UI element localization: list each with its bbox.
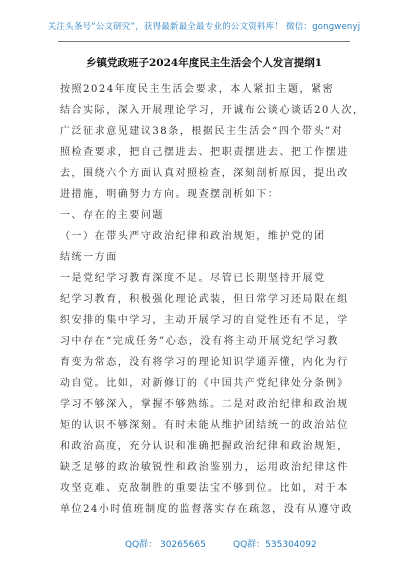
header-promo-note: 关注头条号“公文研究”，获得最新最全最专业的公文资料库！ 微信：gongwenyj [47, 22, 361, 32]
body-line: 和政治高度，充分认识和准确把握政治纪律和政治规矩， [60, 441, 349, 452]
body-line: 缺乏足够的政治敏锐性和政治鉴别力，运用政治纪律这件 [60, 462, 349, 473]
footer-qq-group-1: QQ群： 30265665 [125, 540, 206, 550]
body-line: 一是党纪学习教育深度不足。尽管已长期坚持开展党 [60, 273, 326, 284]
section-heading: 一、存在的主要问题 [60, 210, 164, 221]
body-line: 单位24小时值班制度的监督落实存在疏忽，没有从遵守政 [60, 504, 354, 515]
body-line: 纪学习教育，积极强化理论武装，但日常学习还局限在组 [60, 294, 349, 305]
body-line: 按照2024年度民主生活会要求，本人紧扣主题，紧密 [60, 84, 335, 95]
body-line: 育变为常态，没有将学习的理论知识学通弄懂，内化为行 [60, 357, 349, 368]
body-line: 攻坚克难、克敌制胜的重要法宝不够到位。比如，对于本 [60, 483, 349, 494]
footer-qq-group-2: QQ群：535304092 [233, 540, 317, 550]
header-divider [58, 41, 350, 42]
body-line: 去，围绕六个方面认真对照检查，深刻剖析原因，提出改 [60, 168, 349, 179]
body-line: 结合实际，深入开展理论学习，开诚布公谈心谈话20人次， [60, 105, 365, 116]
body-line: 进措施，明确努力方向。现查摆剖析如下： [60, 189, 280, 200]
body-line: 照检查要求，把自己摆进去、把职责摆进去、把工作摆进 [60, 147, 349, 158]
body-line: 广泛征求意见建议38条，根据民主生活会“四个带头”对 [60, 126, 344, 137]
body-line: 矩的认识不够深刻。有时未能从维护团结统一的政治站位 [60, 420, 349, 431]
body-line: 学习不够深入，掌握不够熟练。二是对政治纪律和政治规 [60, 399, 349, 410]
subsection-heading: （一）在带头严守政治纪律和政治规矩，维护党的团 [60, 231, 326, 242]
body-line: 习中存在“完成任务”心态，没有将主动开展党纪学习教 [60, 336, 339, 347]
body-line: 织安排的集中学习，主动开展学习的自觉性还有不足，学 [60, 315, 349, 326]
document-title: 乡镇党政班子2024年度民主生活会个人发言提纲1 [85, 57, 323, 69]
body-line: 动自觉。比如，对新修订的《中国共产党纪律处分条例》 [60, 378, 349, 389]
subsection-heading-cont: 结统一方面 [60, 252, 118, 263]
